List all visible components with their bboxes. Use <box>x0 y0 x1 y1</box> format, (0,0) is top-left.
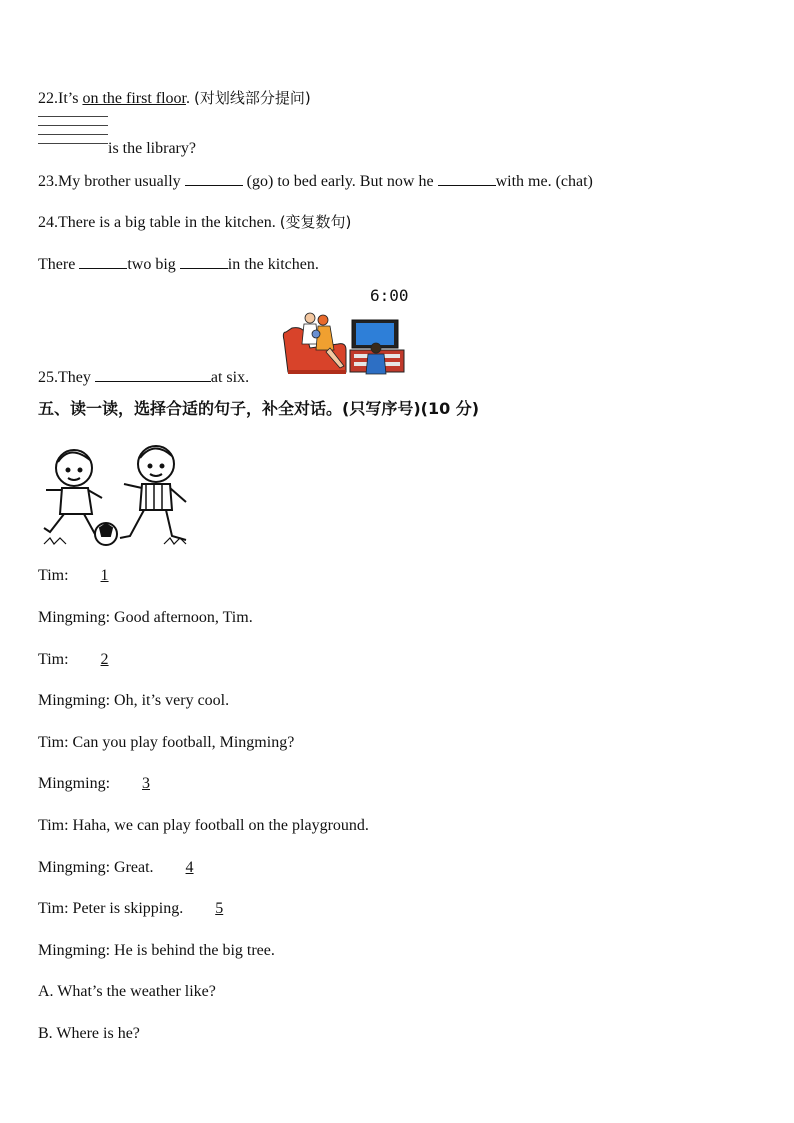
answer-blank[interactable] <box>79 254 127 269</box>
boys-playing-football-illustration <box>40 440 190 550</box>
instruction: (对划线部分提问) <box>194 89 311 107</box>
question-text: . <box>186 90 194 107</box>
answer-text: in the kitchen. <box>227 256 319 273</box>
speaker-label: Tim: <box>38 651 73 668</box>
question-text: with me. (chat) <box>495 173 593 190</box>
speaker-label: Tim: <box>38 900 73 917</box>
answer-blank[interactable] <box>180 254 228 269</box>
question-23 <box>38 171 593 192</box>
answer-lines[interactable] <box>38 116 108 152</box>
dialogue-text: Can you play football, Mingming? <box>72 734 295 751</box>
underlined-phrase: on the first floor <box>82 90 186 107</box>
speaker-label: Mingming: <box>38 859 115 876</box>
question-text: It’s <box>58 90 83 107</box>
dialogue-text: Good afternoon, Tim. <box>114 609 253 626</box>
question-24-answer <box>38 254 319 275</box>
option-label: B. <box>38 1025 57 1042</box>
question-number: 23. <box>38 173 58 190</box>
answer-blank[interactable] <box>95 367 211 382</box>
speaker-label: Mingming: <box>38 775 115 792</box>
dialogue-text: Haha, we can play football on the playground. <box>72 817 369 834</box>
dialogue-text: Great. <box>114 859 158 876</box>
dialogue-line <box>38 650 137 670</box>
option-item <box>38 1024 140 1044</box>
answer-blank-numbered[interactable]: 4 <box>185 859 194 876</box>
question-number: 24. <box>38 214 58 231</box>
instruction: (变复数句) <box>279 213 352 231</box>
dialogue-line <box>38 733 294 753</box>
dialogue-line <box>38 566 137 586</box>
question-22 <box>38 88 311 109</box>
speaker-label: Tim: <box>38 567 73 584</box>
dialogue-text: Peter is skipping. <box>72 900 188 917</box>
dialogue-text: He is behind the big tree. <box>114 942 275 959</box>
speaker-label: Tim: <box>38 734 73 751</box>
answer-text: two big <box>127 256 180 273</box>
option-text: What’s the weather like? <box>57 983 216 1000</box>
dialogue-text: Oh, it’s very cool. <box>114 692 230 709</box>
dialogue-line <box>38 691 229 711</box>
question-25 <box>38 367 249 388</box>
speaker-label: Tim: <box>38 817 73 834</box>
option-label: A. <box>38 983 58 1000</box>
clock-label: 6:00 <box>370 286 409 305</box>
question-number: 22. <box>38 90 58 107</box>
speaker-label: Mingming: <box>38 692 115 709</box>
family-watching-tv-illustration <box>280 310 408 380</box>
answer-blank-numbered[interactable]: 1 <box>100 567 109 584</box>
answer-blank[interactable] <box>438 171 496 186</box>
option-text: Where is he? <box>56 1025 140 1042</box>
answer-text: There <box>38 256 80 273</box>
dialogue-line <box>38 899 251 919</box>
dialogue-line <box>38 858 222 878</box>
dialogue-line <box>38 941 275 961</box>
answer-tail: is the library? <box>108 140 196 157</box>
answer-blank-numbered[interactable]: 2 <box>100 651 109 668</box>
speaker-label: Mingming: <box>38 942 115 959</box>
question-text: My brother usually <box>58 173 185 190</box>
question-text: They <box>58 369 95 386</box>
answer-blank[interactable] <box>185 171 243 186</box>
dialogue-line <box>38 774 178 794</box>
question-number: 25. <box>38 369 58 386</box>
section-heading: 五、读一读，选择合适的句子，补全对话。(只写序号)(10 分) <box>38 399 480 418</box>
answer-blank-numbered[interactable]: 5 <box>215 900 224 917</box>
question-text: There is a big table in the kitchen. <box>58 214 280 231</box>
question-24 <box>38 212 351 233</box>
dialogue-line <box>38 816 369 836</box>
answer-blank-numbered[interactable]: 3 <box>142 775 151 792</box>
dialogue-line <box>38 608 253 628</box>
option-item <box>38 982 216 1002</box>
question-text: (go) to bed early. But now he <box>242 173 438 190</box>
question-text: at six. <box>210 369 250 386</box>
speaker-label: Mingming: <box>38 609 115 626</box>
